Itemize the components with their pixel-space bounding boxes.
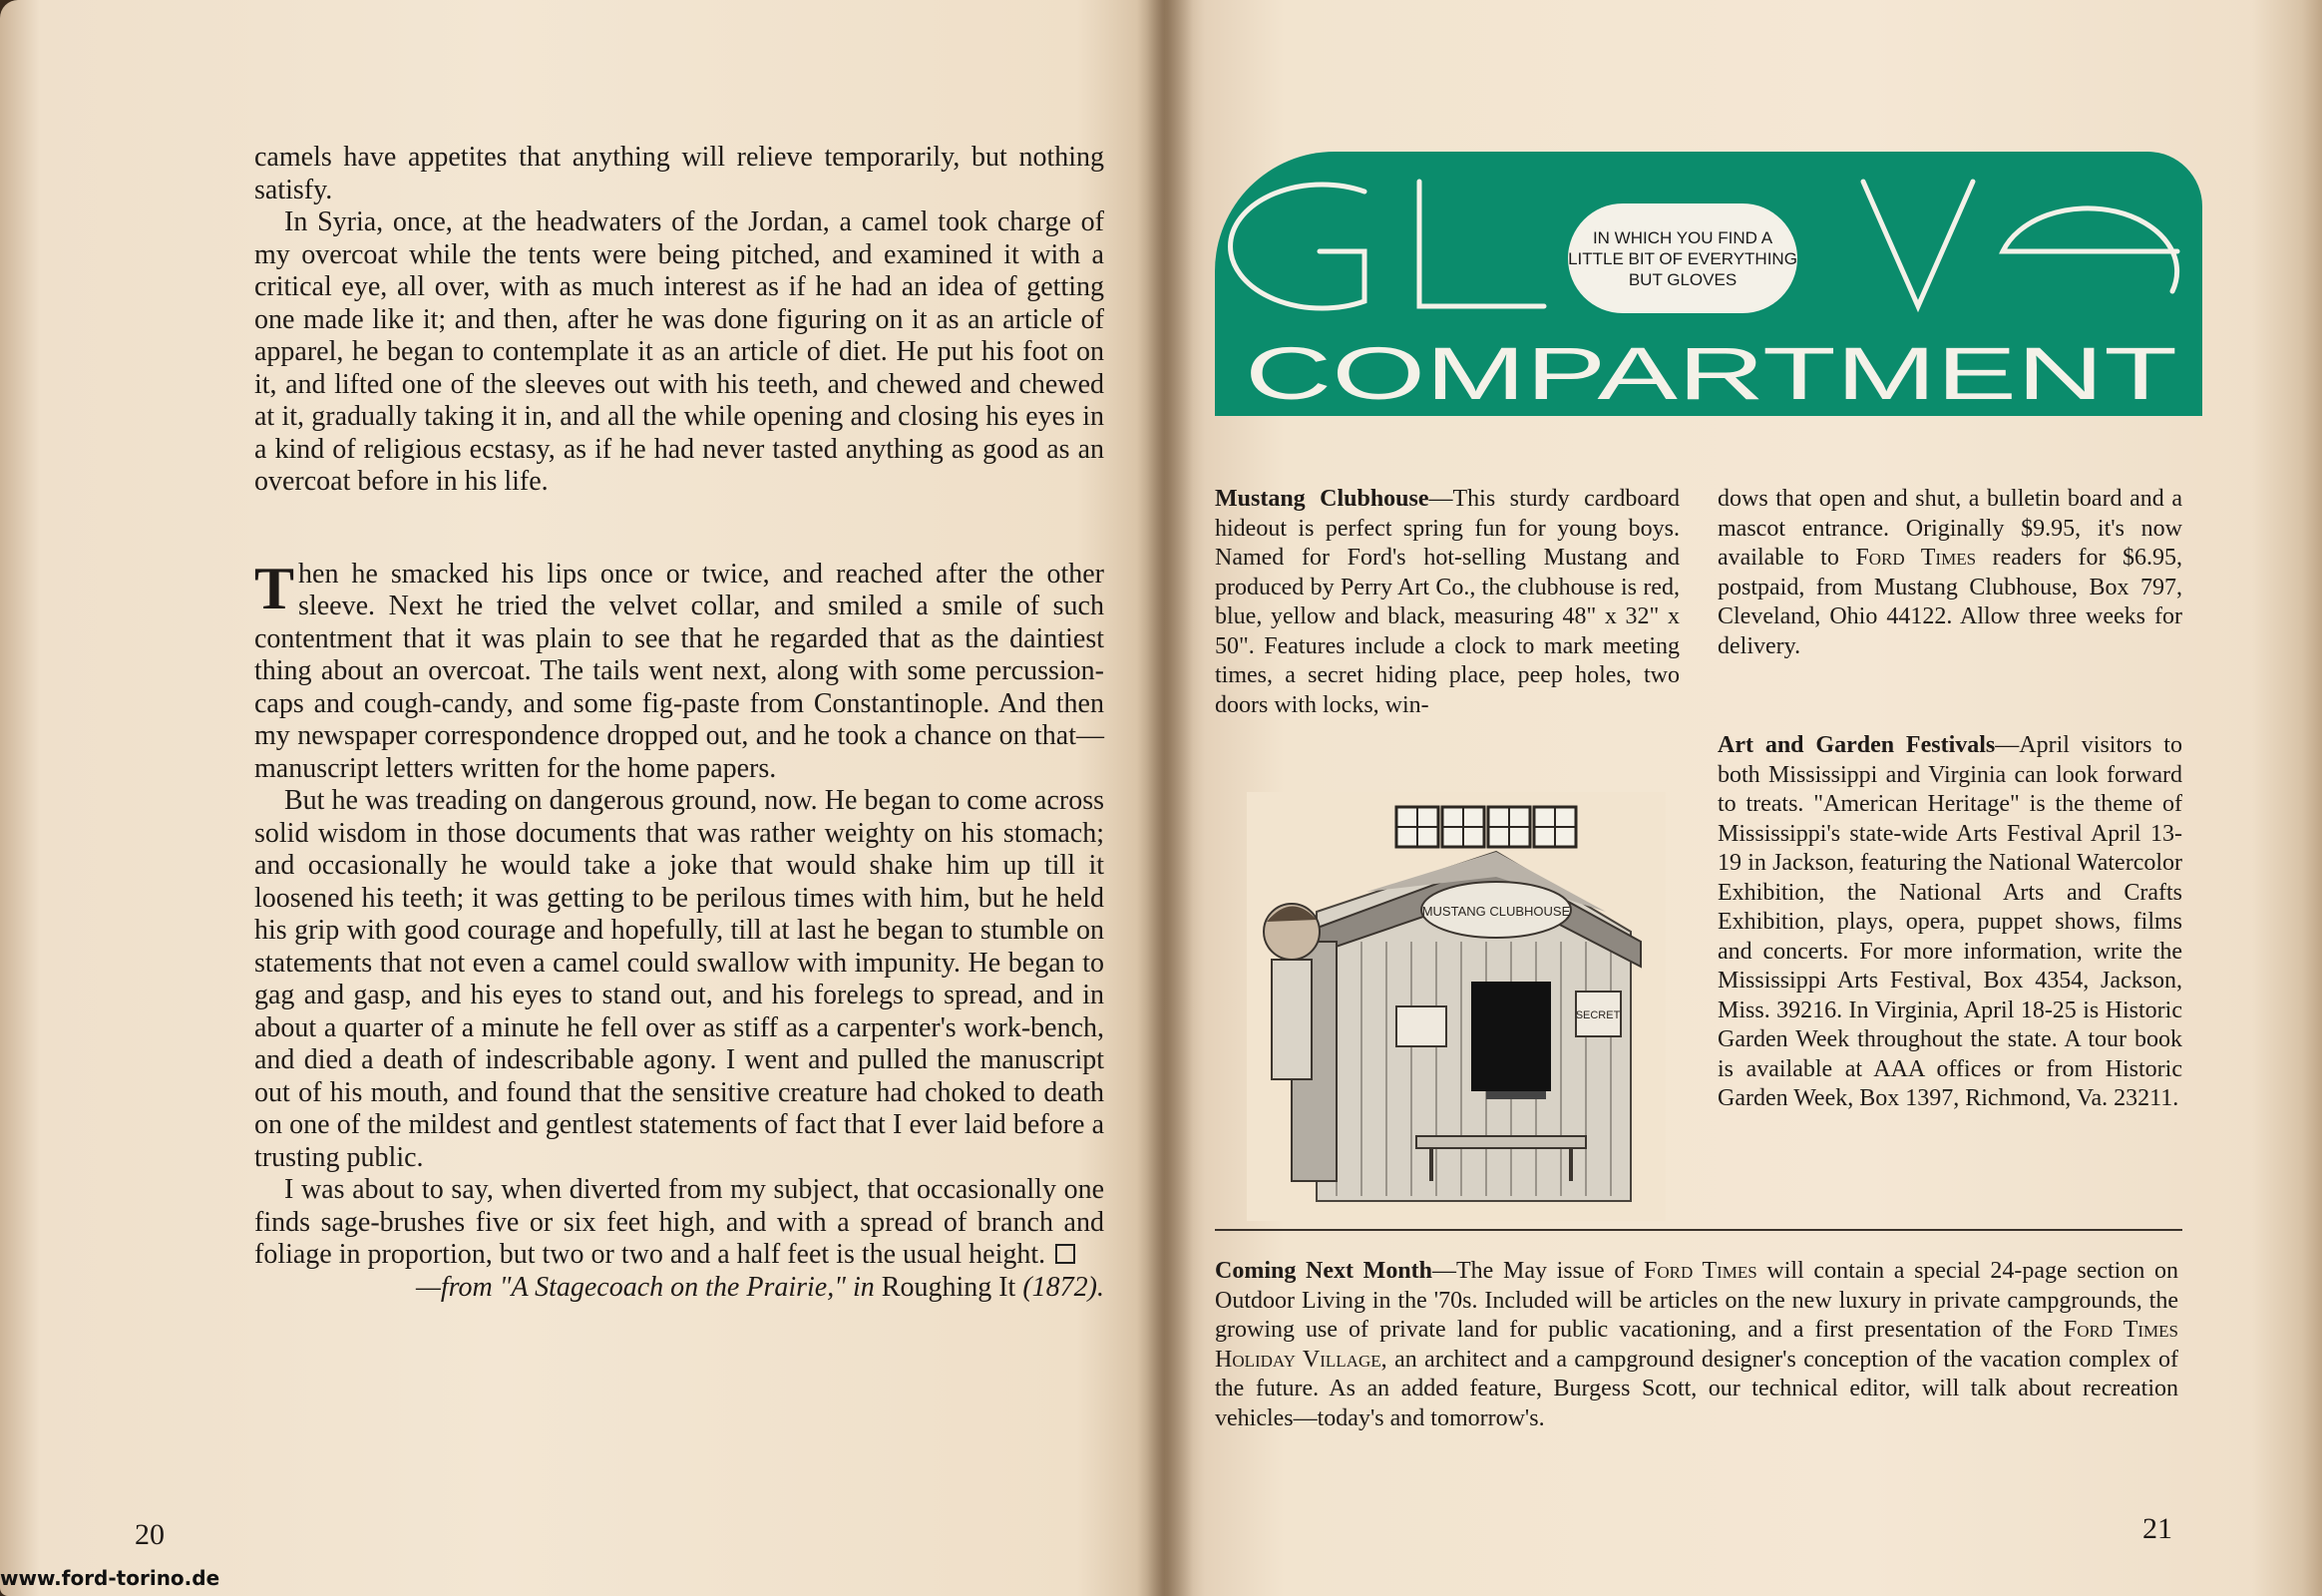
- article-text: [254, 142, 1104, 1304]
- clubhouse-photo: [1247, 792, 1666, 1221]
- svg-text:MUSTANG CLUBHOUSE: MUSTANG CLUBHOUSE: [1421, 904, 1571, 919]
- glove-compartment-banner: [1215, 152, 2202, 416]
- watermark: www.ford-torino.de: [0, 1566, 220, 1590]
- drop-cap: T: [254, 555, 295, 621]
- item-heading: Coming Next Month: [1215, 1258, 1432, 1284]
- article-paragraph: Then he smacked his lips once or twice, and reached after the other sleeve. Next he tried the velvet collar, and smiled a smile of such contentment that it was plain to see that he regarded that as the daintiest thing about an overcoat. The tails went next, along with some percussion-caps and cough-candy, and some fig-paste from Constantinople. And then my newspaper correspondence dropped out, and he took a chance on that—manuscript letters written for the home papers.: [254, 555, 1104, 784]
- coming-next-month-item: Coming Next Month—The May issue of Ford Times will contain a special 24-page section on Outdoor Living in the '70s. Included will be articles on the new luxury in private campgrounds, the growing use of private land for public vacationing, and a first presentation of the Ford Times Holiday Village, an architect and a campground designer's conception of the vacation complex of the future. As an added feature, Burgess Scott, our technical editor, will talk about recreation vehicles—today's and tomorrow's.: [1215, 1258, 2178, 1431]
- page-number: 20: [135, 1518, 165, 1551]
- mustang-clubhouse-continued: dows that open and shut, a bulletin board and a mascot entrance. Originally $9.95, it's now available to Ford Times readers for $6.95, postpaid, from Mustang Clubhouse, Box 797, Cleveland, Ohio 44122. Allow three weeks for delivery.: [1718, 486, 2183, 659]
- source-credit: —from "A Stagecoach on the Prairie," in Roughing It (1872).: [415, 1271, 1104, 1303]
- item-heading: Mustang Clubhouse: [1215, 486, 1429, 512]
- art-garden-festivals-item: Art and Garden Festivals—April visitors to both Mississippi and Virginia can look forward to treats. "American Heritage" is the theme of Mississippi's state-wide Arts Festival April 13-19 in Jackson, featuring the National Watercolor Exhibition, the National Arts and Crafts Exhibition, plays, opera, puppet shows, films and concerts. For more information, write the Mississippi Arts Festival, Box 4354, Jackson, Miss. 39216. In Virginia, April 18-25 is Historic Garden Week throughout the state. A tour book is available at AAA offices or from Historic Garden Week, Box 1397, Richmond, Va. 23211.: [1718, 732, 2182, 1111]
- article-paragraph: But he was treading on dangerous ground, now. He began to come across solid wisdom in those documents that was rather weighty on his stomach; and occasionally he would take a joke that would shake him up till it loosened his teeth; it was getting to be perilous times with him, but he held his grip with good courage and hopefully, till at last he began to stumble on statements that not even a camel could swallow with impunity. He began to gag and gasp, and his eyes to stand out, and his forelegs to spread, and in about a quarter of a minute he fell over as stiff as a carpenter's work-bench, and died a death of indescribable agony. I went and pulled the manuscript out of his mouth, and found that the sensitive creature had choked to death on one of the mildest and gentlest statements of fact that I ever laid before a trusting public.: [254, 785, 1104, 1173]
- page-number: 21: [2142, 1512, 2172, 1545]
- article-paragraph: I was about to say, when diverted from my subject, that occasionally one finds sage-brushes five or six feet high, and with a spread of branch and foliage in proportion, but two or two and a half feet is the usual height.: [254, 1174, 1104, 1270]
- section-divider: [1215, 1229, 2182, 1231]
- item-heading: Art and Garden Festivals: [1718, 732, 1996, 758]
- book-gutter: [1137, 0, 1193, 1596]
- end-mark-icon: [1055, 1244, 1075, 1264]
- svg-text:SECRET: SECRET: [1575, 1009, 1621, 1021]
- banner-word-compartment: COMPARTMENT: [1245, 332, 2177, 415]
- article-paragraph: camels have appetites that anything will relieve temporarily, but nothing satisfy.: [254, 142, 1104, 205]
- mustang-clubhouse-item: Mustang Clubhouse—This sturdy cardboard hideout is perfect spring fun for young boys. Named for Ford's hot-selling Mustang and produced by Perry Art Co., the clubhouse is red, blue, yellow and black, measuring 48" x 32" x 50". Features include a clock to mark meeting times, a secret hiding place, peep holes, two doors with locks, win-: [1215, 486, 1681, 718]
- banner-bubble: IN WHICH YOU FIND A LITTLE BIT OF EVERYTHING BUT GLOVES: [1568, 203, 1797, 313]
- article-paragraph: In Syria, once, at the headwaters of the Jordan, a camel took charge of my overcoat while the tents were being pitched, and examined it with a critical eye, all over, with as much interest as if he had an idea of getting one made like it; and then, after he was done figuring on it as an article of apparel, he began to contemplate it as an article of diet. He put his foot on it, and lifted one of the sleeves out with his teeth, and chewed and chewed at it, gradually taking it in, and all the while opening and closing his eyes in a kind of religious ecstasy, as if he had never tasted anything as good as an overcoat before in his life.: [254, 206, 1104, 497]
